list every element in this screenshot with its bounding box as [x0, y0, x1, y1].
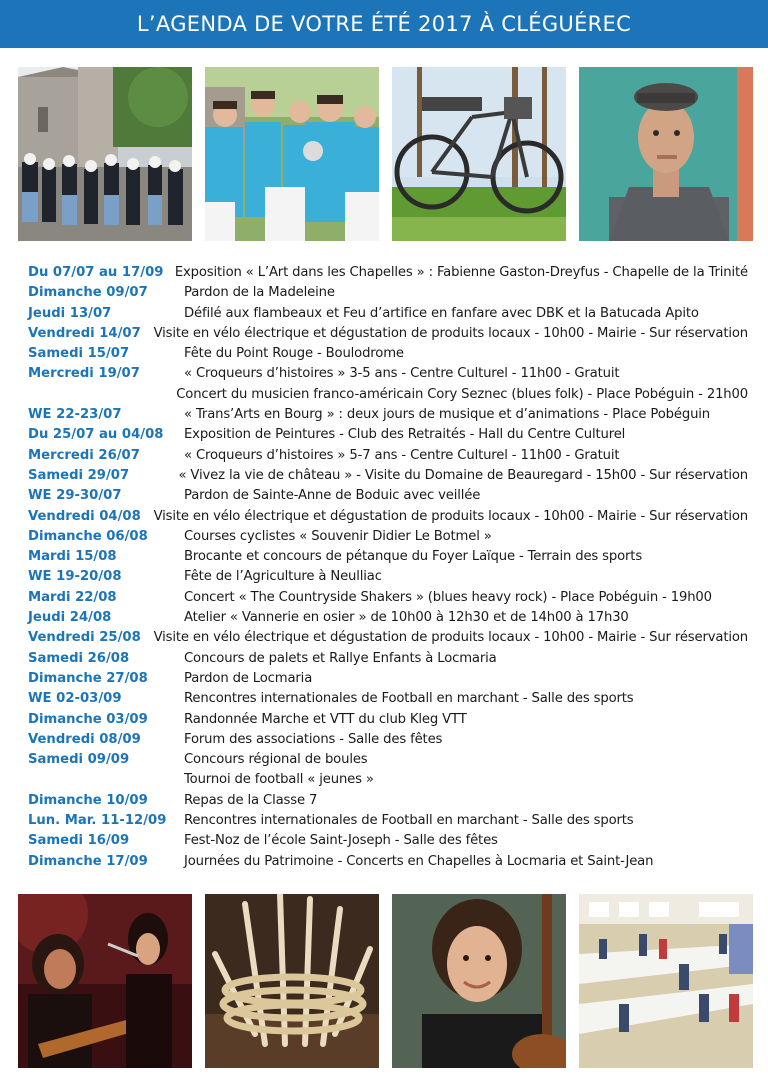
agenda-row: [28, 446, 748, 466]
agenda-event: Concert « The Countryside Shakers » (blues heavy rock) - Place Pobéguin - 19h00: [184, 589, 712, 605]
agenda-date: Vendredi 08/09: [28, 731, 141, 747]
agenda-date: Samedi 29/07: [28, 467, 130, 483]
agenda-date: Mercredi 26/07: [28, 447, 140, 463]
agenda-date: Dimanche 10/09: [28, 792, 148, 808]
agenda-date: Lun. Mar. 11-12/09: [28, 813, 167, 829]
agenda-event: Tournoi de football « jeunes »: [184, 772, 374, 788]
agenda-row: [28, 324, 748, 344]
agenda-row: [28, 588, 748, 608]
photo-traditional-dancers: [18, 67, 192, 241]
agenda-date: WE 19-20/08: [28, 569, 122, 585]
agenda-date: Du 25/07 au 04/08: [28, 427, 164, 443]
agenda-date: Dimanche 03/09: [28, 711, 148, 727]
agenda-event: Brocante et concours de pétanque du Foyer Laïque - Terrain des sports: [184, 549, 643, 565]
page-header: [0, 0, 768, 48]
agenda-event: « Croqueurs d’histoires » 5-7 ans - Centre Culturel - 11h00 - Gratuit: [184, 447, 620, 463]
agenda-event: Pardon de Sainte-Anne de Boduic avec veillée: [184, 488, 481, 504]
agenda-date: Samedi 15/07: [28, 346, 130, 362]
agenda-row: [28, 466, 748, 486]
page-title: L’AGENDA DE VOTRE ÉTÉ 2017 À CLÉGUÉREC: [136, 12, 632, 36]
agenda-event: Concert du musicien franco-américain Cory Seznec (blues folk) - Place Pobéguin - 21h00: [176, 386, 748, 402]
agenda-event: Fête du Point Rouge - Boulodrome: [184, 346, 404, 362]
agenda-row: [28, 364, 748, 384]
agenda-row: [28, 750, 748, 770]
agenda-row: [28, 770, 748, 790]
agenda-event: Journées du Patrimoine - Concerts en Chapelles à Locmaria et Saint-Jean: [184, 853, 654, 869]
agenda-event: Rencontres internationales de Football en marchant - Salle des sports: [184, 813, 634, 829]
photo-rock-band-concert: [18, 894, 192, 1068]
agenda-row: [28, 263, 748, 283]
agenda-date: Vendredi 25/08: [28, 630, 141, 646]
agenda-date: Jeudi 24/08: [28, 610, 112, 626]
agenda-event: Exposition de Peintures - Club des Retraités - Hall du Centre Culturel: [184, 427, 626, 443]
agenda-event: Visite en vélo électrique et dégustation de produits locaux - 10h00 - Mairie - Sur réservation: [153, 508, 748, 524]
agenda-event: Défilé aux flambeaux et Feu d’artifice en fanfare avec DBK et la Batucada Apito: [184, 305, 699, 321]
agenda-event: Repas de la Classe 7: [184, 792, 318, 808]
agenda-date: Mercredi 19/07: [28, 366, 140, 382]
agenda-event: Rencontres internationales de Football en marchant - Salle des sports: [184, 691, 634, 707]
agenda-row: [28, 283, 748, 303]
agenda-event: « Trans’Arts en Bourg » : deux jours de musique et d’animations - Place Pobéguin: [184, 407, 711, 423]
agenda-date: Samedi 16/09: [28, 833, 130, 849]
agenda-row: [28, 405, 748, 425]
agenda-date: Vendredi 14/07: [28, 325, 141, 341]
agenda-date: [28, 385, 176, 405]
agenda-row: [28, 710, 748, 730]
photo-violinist: [392, 894, 566, 1068]
agenda-date: Mardi 22/08: [28, 589, 117, 605]
agenda-row: [28, 608, 748, 628]
agenda-event: Randonnée Marche et VTT du club Kleg VTT: [184, 711, 467, 727]
agenda-event: Courses cyclistes « Souvenir Didier Le Botmel »: [184, 528, 492, 544]
agenda-date: WE 02-03/09: [28, 691, 122, 707]
agenda-event: Fête de l’Agriculture à Neulliac: [184, 569, 382, 585]
agenda-row: [28, 791, 748, 811]
agenda-event: Fest-Noz de l’école Saint-Joseph - Salle des fêtes: [184, 833, 498, 849]
agenda-date: [28, 770, 184, 790]
agenda-date: Jeudi 13/07: [28, 305, 112, 321]
agenda-date: Dimanche 27/08: [28, 670, 148, 686]
agenda-event: Pardon de Locmaria: [184, 670, 313, 686]
agenda-row: [28, 669, 748, 689]
agenda-list: [28, 263, 748, 872]
photo-electric-bicycle: [392, 67, 566, 241]
agenda-event: Visite en vélo électrique et dégustation de produits locaux - 10h00 - Mairie - Sur réservation: [153, 325, 748, 341]
agenda-row: [28, 527, 748, 547]
agenda-event: Concours régional de boules: [184, 752, 368, 768]
photo-batucada-drummers: [205, 67, 379, 241]
agenda-event: Exposition « L’Art dans les Chapelles » : Fabienne Gaston-Dreyfus - Chapelle de la Trinité: [174, 265, 748, 280]
agenda-event: Visite en vélo électrique et dégustation de produits locaux - 10h00 - Mairie - Sur réservation: [153, 630, 748, 646]
agenda-date: Samedi 26/08: [28, 650, 130, 666]
agenda-row: [28, 547, 748, 567]
agenda-event: Forum des associations - Salle des fêtes: [184, 731, 443, 747]
agenda-row: [28, 628, 748, 648]
agenda-row: [28, 649, 748, 669]
agenda-event: Pardon de la Madeleine: [184, 285, 335, 301]
agenda-row: [28, 486, 748, 506]
agenda-row: [28, 852, 748, 872]
agenda-event: Atelier « Vannerie en osier » de 10h00 à 12h30 et de 14h00 à 17h30: [184, 610, 629, 626]
agenda-row: [28, 831, 748, 851]
agenda-date: Samedi 09/09: [28, 752, 130, 768]
agenda-row: [28, 344, 748, 364]
top-photo-row: [18, 67, 752, 241]
agenda-date: Dimanche 09/07: [28, 285, 148, 301]
agenda-date: Vendredi 04/08: [28, 508, 141, 524]
bottom-photo-row: [18, 894, 752, 1068]
photo-associations-forum: [579, 894, 753, 1068]
agenda-row: [28, 811, 748, 831]
agenda-row: [28, 304, 748, 324]
agenda-event: « Vivez la vie de château » - Visite du Domaine de Beauregard - 15h00 - Sur réservation: [178, 467, 748, 483]
agenda-row: [28, 567, 748, 587]
agenda-row: [28, 385, 748, 405]
photo-musician-portrait: [579, 67, 753, 241]
agenda-event: Concours de palets et Rallye Enfants à Locmaria: [184, 650, 497, 666]
agenda-row: [28, 689, 748, 709]
agenda-row: [28, 425, 748, 445]
agenda-date: Dimanche 06/08: [28, 528, 148, 544]
agenda-date: Dimanche 17/09: [28, 853, 148, 869]
agenda-date: WE 29-30/07: [28, 488, 122, 504]
agenda-row: [28, 507, 748, 527]
agenda-row: [28, 730, 748, 750]
agenda-date: WE 22-23/07: [28, 407, 122, 423]
photo-wicker-weaving: [205, 894, 379, 1068]
agenda-date: Du 07/07 au 17/09: [28, 265, 164, 280]
agenda-date: Mardi 15/08: [28, 549, 117, 565]
agenda-event: « Croqueurs d’histoires » 3-5 ans - Centre Culturel - 11h00 - Gratuit: [184, 366, 620, 382]
